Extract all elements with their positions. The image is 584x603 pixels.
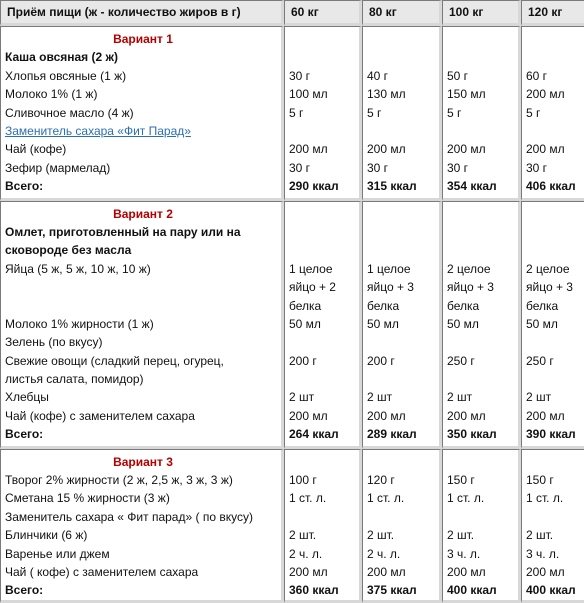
cell-value: яйцо + 3	[367, 280, 414, 295]
v3-total-label: Всего:	[5, 583, 44, 598]
cell-value: 2 ч. л.	[289, 546, 323, 561]
cell-value: 2 шт	[289, 390, 315, 405]
header-60kg: 60 кг	[284, 0, 362, 26]
cell-value	[367, 508, 439, 526]
cell-value: 200 мл	[526, 87, 565, 102]
cell-value: 100 г	[289, 473, 317, 488]
cell-value: 1 ст. л.	[367, 491, 405, 506]
cell-value: 200 г	[367, 353, 395, 368]
cell-value: яйцо + 2	[289, 280, 336, 295]
cell-value	[526, 333, 584, 351]
variant-3-title: Вариант 3	[113, 454, 173, 469]
cell-value: 100 мл	[289, 87, 328, 102]
cell-value	[289, 333, 359, 351]
v2-row-label: Свежие овощи (сладкий перец, огурец,	[5, 353, 224, 368]
cell-value: 5 г	[367, 105, 382, 120]
cell-value: 150 г	[447, 473, 475, 488]
v3-col-120	[521, 449, 584, 603]
total-value: 350 ккал	[447, 427, 497, 442]
cell-value: 2 целое	[447, 261, 491, 276]
cell-value: 130 мл	[367, 87, 406, 102]
cell-value: 3 ч. л.	[447, 546, 481, 561]
v2-row-label: Хлебцы	[5, 390, 49, 405]
cell-value: 200 мл	[526, 142, 565, 157]
variant-2-title: Вариант 2	[113, 206, 173, 221]
header-meal: Приём пищи (ж - количество жиров в г)	[0, 0, 284, 26]
v3-row-label: Сметана 15 % жирности (3 ж)	[5, 491, 170, 506]
v2-row-label: Молоко 1% жирности (1 ж)	[5, 316, 154, 331]
v1-row-label: Зефир (мармелад)	[5, 160, 111, 175]
cell-value	[526, 122, 584, 140]
v1-row-label: Чай (кофе)	[5, 142, 67, 157]
total-value: 354 ккал	[447, 179, 497, 194]
v2-row-label: Яйца (5 ж, 5 ж, 10 ж, 10 ж)	[5, 261, 151, 276]
variant-3-section	[0, 449, 584, 603]
cell-value: яйцо + 3	[526, 280, 573, 295]
cell-value: 200 мл	[289, 408, 328, 423]
variant-2-dish-line2: сковороде без масла	[5, 243, 132, 258]
cell-value: 50 г	[447, 68, 469, 83]
cell-value: 250 г	[526, 353, 554, 368]
cell-value	[447, 333, 518, 351]
cell-value: белка	[367, 298, 400, 313]
cell-value	[289, 508, 359, 526]
cell-value: 30 г	[289, 68, 311, 83]
v3-col-60	[284, 449, 362, 603]
cell-value: 200 мл	[367, 142, 406, 157]
v1-col-100	[442, 26, 521, 201]
cell-value: 200 мл	[447, 408, 486, 423]
v3-col-100	[442, 449, 521, 603]
v3-row-label: Творог 2% жирности (2 ж, 2,5 ж, 3 ж, 3 ж)	[5, 473, 233, 488]
cell-value: 120 г	[367, 473, 395, 488]
cell-value: 200 мл	[367, 564, 406, 579]
cell-value: белка	[289, 298, 322, 313]
variant-1-title: Вариант 1	[113, 32, 173, 46]
cell-value: 2 шт.	[447, 528, 475, 543]
header-120kg: 120 кг	[521, 0, 584, 26]
cell-value: 200 мл	[526, 564, 565, 579]
cell-value: белка	[526, 298, 559, 313]
cell-value: 150 мл	[447, 87, 486, 102]
cell-value: 200 г	[289, 353, 317, 368]
cell-value: 200 мл	[447, 142, 486, 157]
cell-value	[367, 333, 439, 351]
v2-row-label: Чай (кофе) с заменителем сахара	[5, 408, 195, 423]
cell-value: 1 ст. л.	[447, 491, 485, 506]
cell-value: 2 шт	[526, 390, 552, 405]
variant-1-dish: Каша овсяная (2 ж)	[5, 50, 119, 65]
total-value: 360 ккал	[289, 583, 339, 598]
cell-value: белка	[447, 298, 480, 313]
header-80kg: 80 кг	[362, 0, 442, 26]
cell-value	[367, 122, 439, 140]
total-value: 290 ккал	[289, 179, 339, 194]
cell-value: 200 мл	[367, 408, 406, 423]
v1-col-60	[284, 26, 362, 201]
cell-value: 5 г	[447, 105, 462, 120]
v3-row-label: Блинчики (6 ж)	[5, 528, 88, 543]
cell-value: 60 г	[526, 68, 548, 83]
v2-col-80	[362, 201, 442, 449]
cell-value	[289, 122, 359, 140]
v3-col-80	[362, 449, 442, 603]
cell-value: 5 г	[526, 105, 541, 120]
cell-value: 200 мл	[289, 564, 328, 579]
total-value: 400 ккал	[526, 583, 576, 598]
total-value: 264 ккал	[289, 427, 339, 442]
cell-value	[526, 508, 584, 526]
cell-value: яйцо + 3	[447, 280, 494, 295]
cell-value: 50 мл	[289, 316, 321, 331]
total-value: 400 ккал	[447, 583, 497, 598]
total-value: 289 ккал	[367, 427, 417, 442]
cell-value: 200 мл	[526, 408, 565, 423]
variant-3-labels	[0, 449, 284, 603]
cell-value	[447, 508, 518, 526]
cell-value: 50 мл	[526, 316, 558, 331]
v3-row-label: Заменитель сахара « Фит парад» ( по вкусу)	[5, 509, 253, 524]
v2-col-120	[521, 201, 584, 449]
v1-row-label: Хлопья овсяные (1 ж)	[5, 68, 127, 83]
cell-value: 30 г	[289, 160, 311, 175]
cell-value: 3 ч. л.	[526, 546, 560, 561]
v2-row-label: Зелень (по вкусу)	[5, 335, 103, 350]
v1-col-80	[362, 26, 442, 201]
cell-value: 30 г	[447, 160, 469, 175]
v3-row-label: Чай ( кофе) с заменителем сахара	[5, 565, 199, 579]
cell-value: 2 целое	[526, 261, 570, 276]
cell-value: 2 шт.	[367, 528, 395, 543]
variant-1-section	[0, 26, 584, 201]
total-value: 390 ккал	[526, 427, 576, 442]
total-value: 406 ккал	[526, 179, 576, 194]
v3-row-label: Варенье или джем	[5, 546, 110, 561]
cell-value	[447, 122, 518, 140]
variant-2-labels	[0, 201, 284, 449]
cell-value: 50 мл	[447, 316, 479, 331]
v2-row-label: листья салата, помидор)	[5, 372, 144, 387]
cell-value: 40 г	[367, 68, 389, 83]
cell-value: 2 шт.	[526, 528, 554, 543]
variant-1-labels	[0, 26, 284, 201]
header-100kg: 100 кг	[442, 0, 521, 26]
cell-value: 150 г	[526, 473, 554, 488]
cell-value: 50 мл	[367, 316, 399, 331]
cell-value: 1 целое	[367, 261, 411, 276]
total-value: 315 ккал	[367, 179, 417, 194]
cell-value: 1 ст. л.	[526, 491, 564, 506]
cell-value: 30 г	[526, 160, 548, 175]
v1-total-label: Всего:	[5, 179, 44, 194]
cell-value: 2 шт	[447, 390, 473, 405]
v2-col-60	[284, 201, 362, 449]
cell-value: 200 мл	[447, 564, 486, 579]
v1-col-120	[521, 26, 584, 201]
cell-value: 30 г	[367, 160, 389, 175]
v2-col-100	[442, 201, 521, 449]
sugar-substitute-link[interactable]: Заменитель сахара «Фит Парад»	[5, 123, 191, 138]
total-value: 375 ккал	[367, 583, 417, 598]
cell-value: 2 шт	[367, 390, 393, 405]
v1-row-label: Молоко 1% (1 ж)	[5, 87, 98, 102]
variant-2-section	[0, 201, 584, 449]
cell-value: 1 целое	[289, 261, 333, 276]
v1-row-label: Сливочное масло (4 ж)	[5, 105, 134, 120]
variant-2-dish-line1: Омлет, приготовленный на пару или на	[5, 224, 241, 239]
table-header-row	[0, 0, 584, 26]
cell-value: 2 шт.	[289, 528, 317, 543]
cell-value: 5 г	[289, 105, 304, 120]
cell-value: 2 ч. л.	[367, 546, 401, 561]
v2-total-label: Всего:	[5, 427, 44, 442]
cell-value: 250 г	[447, 353, 475, 368]
cell-value: 200 мл	[289, 142, 328, 157]
cell-value: 1 ст. л.	[289, 491, 327, 506]
